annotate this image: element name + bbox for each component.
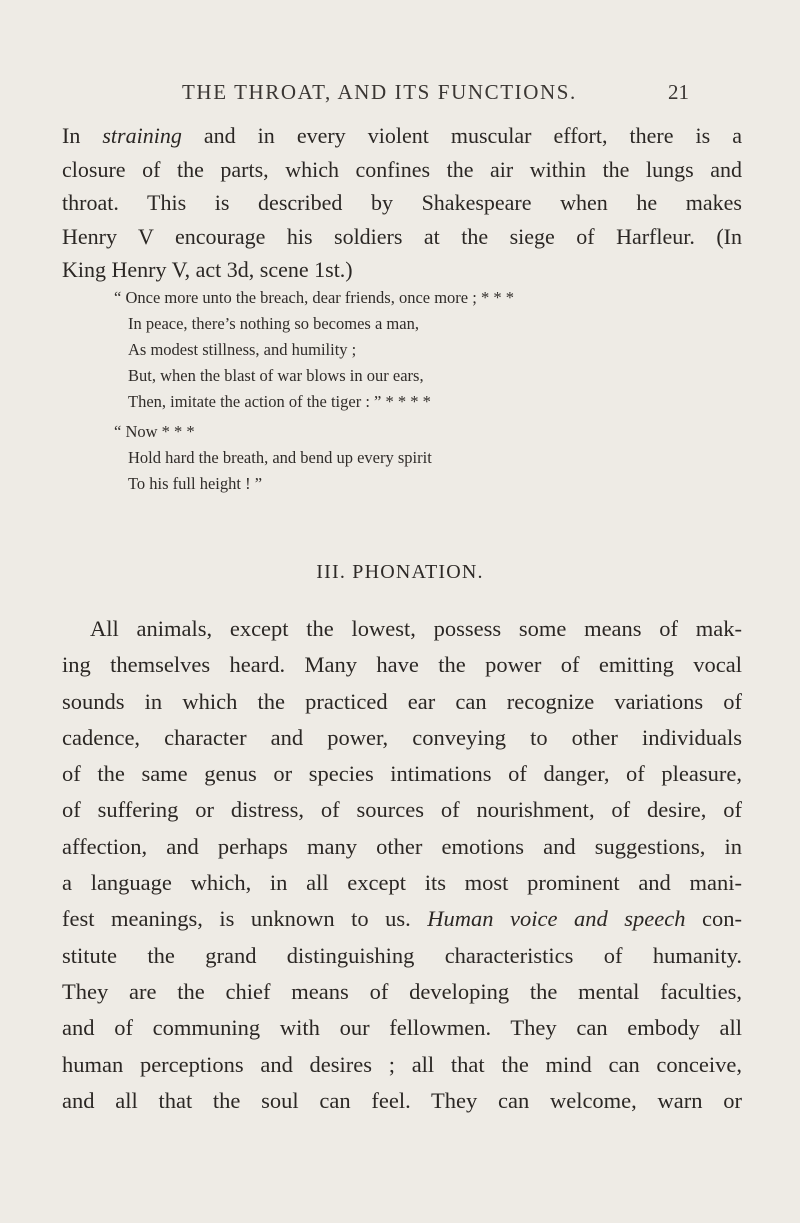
- page-number: 21: [668, 80, 689, 104]
- body-line: stitute the grand distinguishing characteristics of humanity.: [62, 942, 742, 968]
- body-line: of suffering or distress, of sources of nourishment, of desire, of: [62, 797, 742, 823]
- body-line: They are the chief means of developing the mental faculties,: [62, 978, 742, 1004]
- body-line: [62, 901, 742, 937]
- body-line: of the same genus or species intimations of danger, of pleasure,: [62, 761, 742, 787]
- body-line: cadence, character and power, conveying to other individuals: [62, 724, 742, 750]
- verse-line: Then, imitate the action of the tiger : ” * * * *: [128, 392, 431, 411]
- body-line-9-start: fest meanings, is unknown to us.: [62, 906, 428, 932]
- phonation-paragraph: [62, 611, 742, 1119]
- body-line: and all that the soul can feel. They can welcome, warn or: [62, 1087, 742, 1113]
- verse-line: “ Now * * *: [114, 422, 195, 441]
- verse-line: To his full height ! ”: [128, 474, 263, 493]
- intro-line-3: throat. This is described by Shakespeare when he makes: [62, 190, 742, 215]
- intro-paragraph: [62, 119, 742, 287]
- body-line: sounds in which the practiced ear can recognize variations of: [62, 688, 742, 714]
- body-line: and of communing with our fellowmen. They can embody all: [62, 1015, 742, 1041]
- verse-quote-1: [114, 285, 688, 415]
- verse-line: “ Once more unto the breach, dear friends, once more ; * * *: [114, 288, 514, 307]
- section-heading: III. PHONATION.: [316, 561, 484, 583]
- intro-italic-word: straining: [102, 123, 182, 148]
- body-line: ing themselves heard. Many have the power of emitting vocal: [62, 652, 742, 678]
- intro-line-1-start: In: [62, 123, 103, 148]
- running-head: THE THROAT, AND ITS FUNCTIONS.: [182, 80, 577, 104]
- body-line-9-end: con-: [685, 906, 742, 932]
- body-line: a language which, in all except its most prominent and mani-: [62, 870, 742, 896]
- body-line: All animals, except the lowest, possess some means of mak-: [90, 616, 742, 641]
- intro-line-5: King Henry V, act 3d, scene 1st.): [62, 257, 353, 282]
- body-line: affection, and perhaps many other emotions and suggestions, in: [62, 833, 742, 859]
- body-italic-phrase: Human voice and speech: [427, 906, 686, 932]
- verse-line: But, when the blast of war blows in our ears,: [128, 366, 424, 385]
- intro-line-1-end: and in every violent muscular effort, there is a: [181, 123, 743, 148]
- page-header: [0, 80, 800, 110]
- body-line: human perceptions and desires ; all that the mind can conceive,: [62, 1051, 742, 1077]
- verse-line: In peace, there’s nothing so becomes a man,: [128, 314, 419, 333]
- verse-quote-2: [114, 419, 688, 497]
- verse-line: Hold hard the breath, and bend up every spirit: [128, 448, 432, 467]
- intro-line-4: Henry V encourage his soldiers at the siege of Harfleur. (In: [62, 223, 742, 249]
- verse-line: As modest stillness, and humility ;: [128, 340, 357, 359]
- intro-line-1: [62, 119, 742, 153]
- intro-line-2: closure of the parts, which confines the air within the lungs and: [62, 156, 742, 182]
